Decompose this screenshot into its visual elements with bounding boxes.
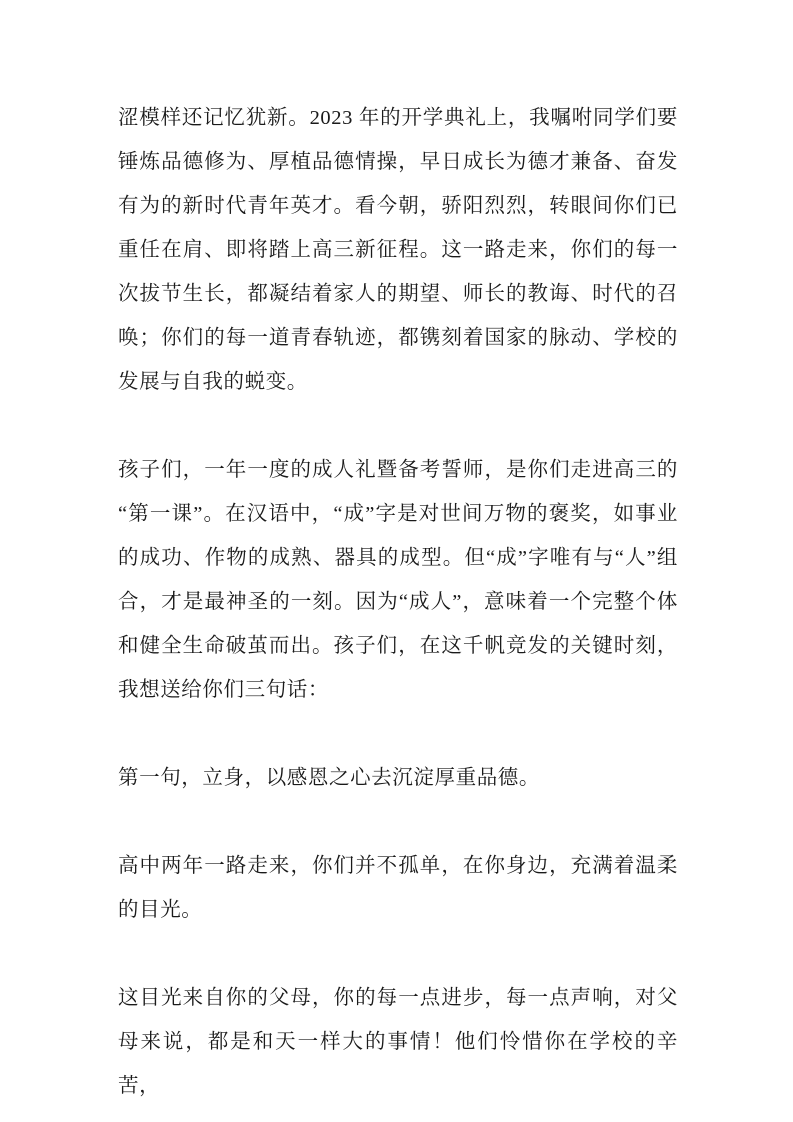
paragraph: 这目光来自你的父母，你的每一点进步，每一点声响，对父母来说，都是和天一样大的事情！他们怜惜你在学校的辛苦， — [118, 987, 678, 1097]
paragraph: 第一句，立身，以感恩之心去沉淀厚重品德。 — [118, 767, 540, 789]
document-body — [118, 96, 678, 1108]
paragraph: 涩模样还记忆犹新。2023 年的开学典礼上，我嘱咐同学们要锤炼品德修为、厚植品德情操，早日成长为德才兼备、奋发有为的新时代青年英才。看今朝，骄阳烈烈，转眼间你们已重任在肩、即将踏上高三新征程。这一路走来，你们的每一次拔节生长，都凝结着家人的期望、师长的教诲、时代的召唤；你们的每一道青春轨迹，都镌刻着国家的脉动、学校的发展与自我的蜕变。 — [118, 107, 678, 393]
paragraph: 高中两年一路走来，你们并不孤单，在你身边，充满着温柔的目光。 — [118, 855, 678, 921]
paragraph: 孩子们，一年一度的成人礼暨备考誓师，是你们走进高三的“第一课”。在汉语中，“成”字是对世间万物的褒奖，如事业的成功、作物的成熟、器具的成型。但“成”字唯有与“人”组合，才是最神圣的一刻。因为“成人”，意味着一个完整个体和健全生命破茧而出。孩子们，在这千帆竞发的关键时刻，我想送给你们三句话： — [118, 459, 678, 701]
